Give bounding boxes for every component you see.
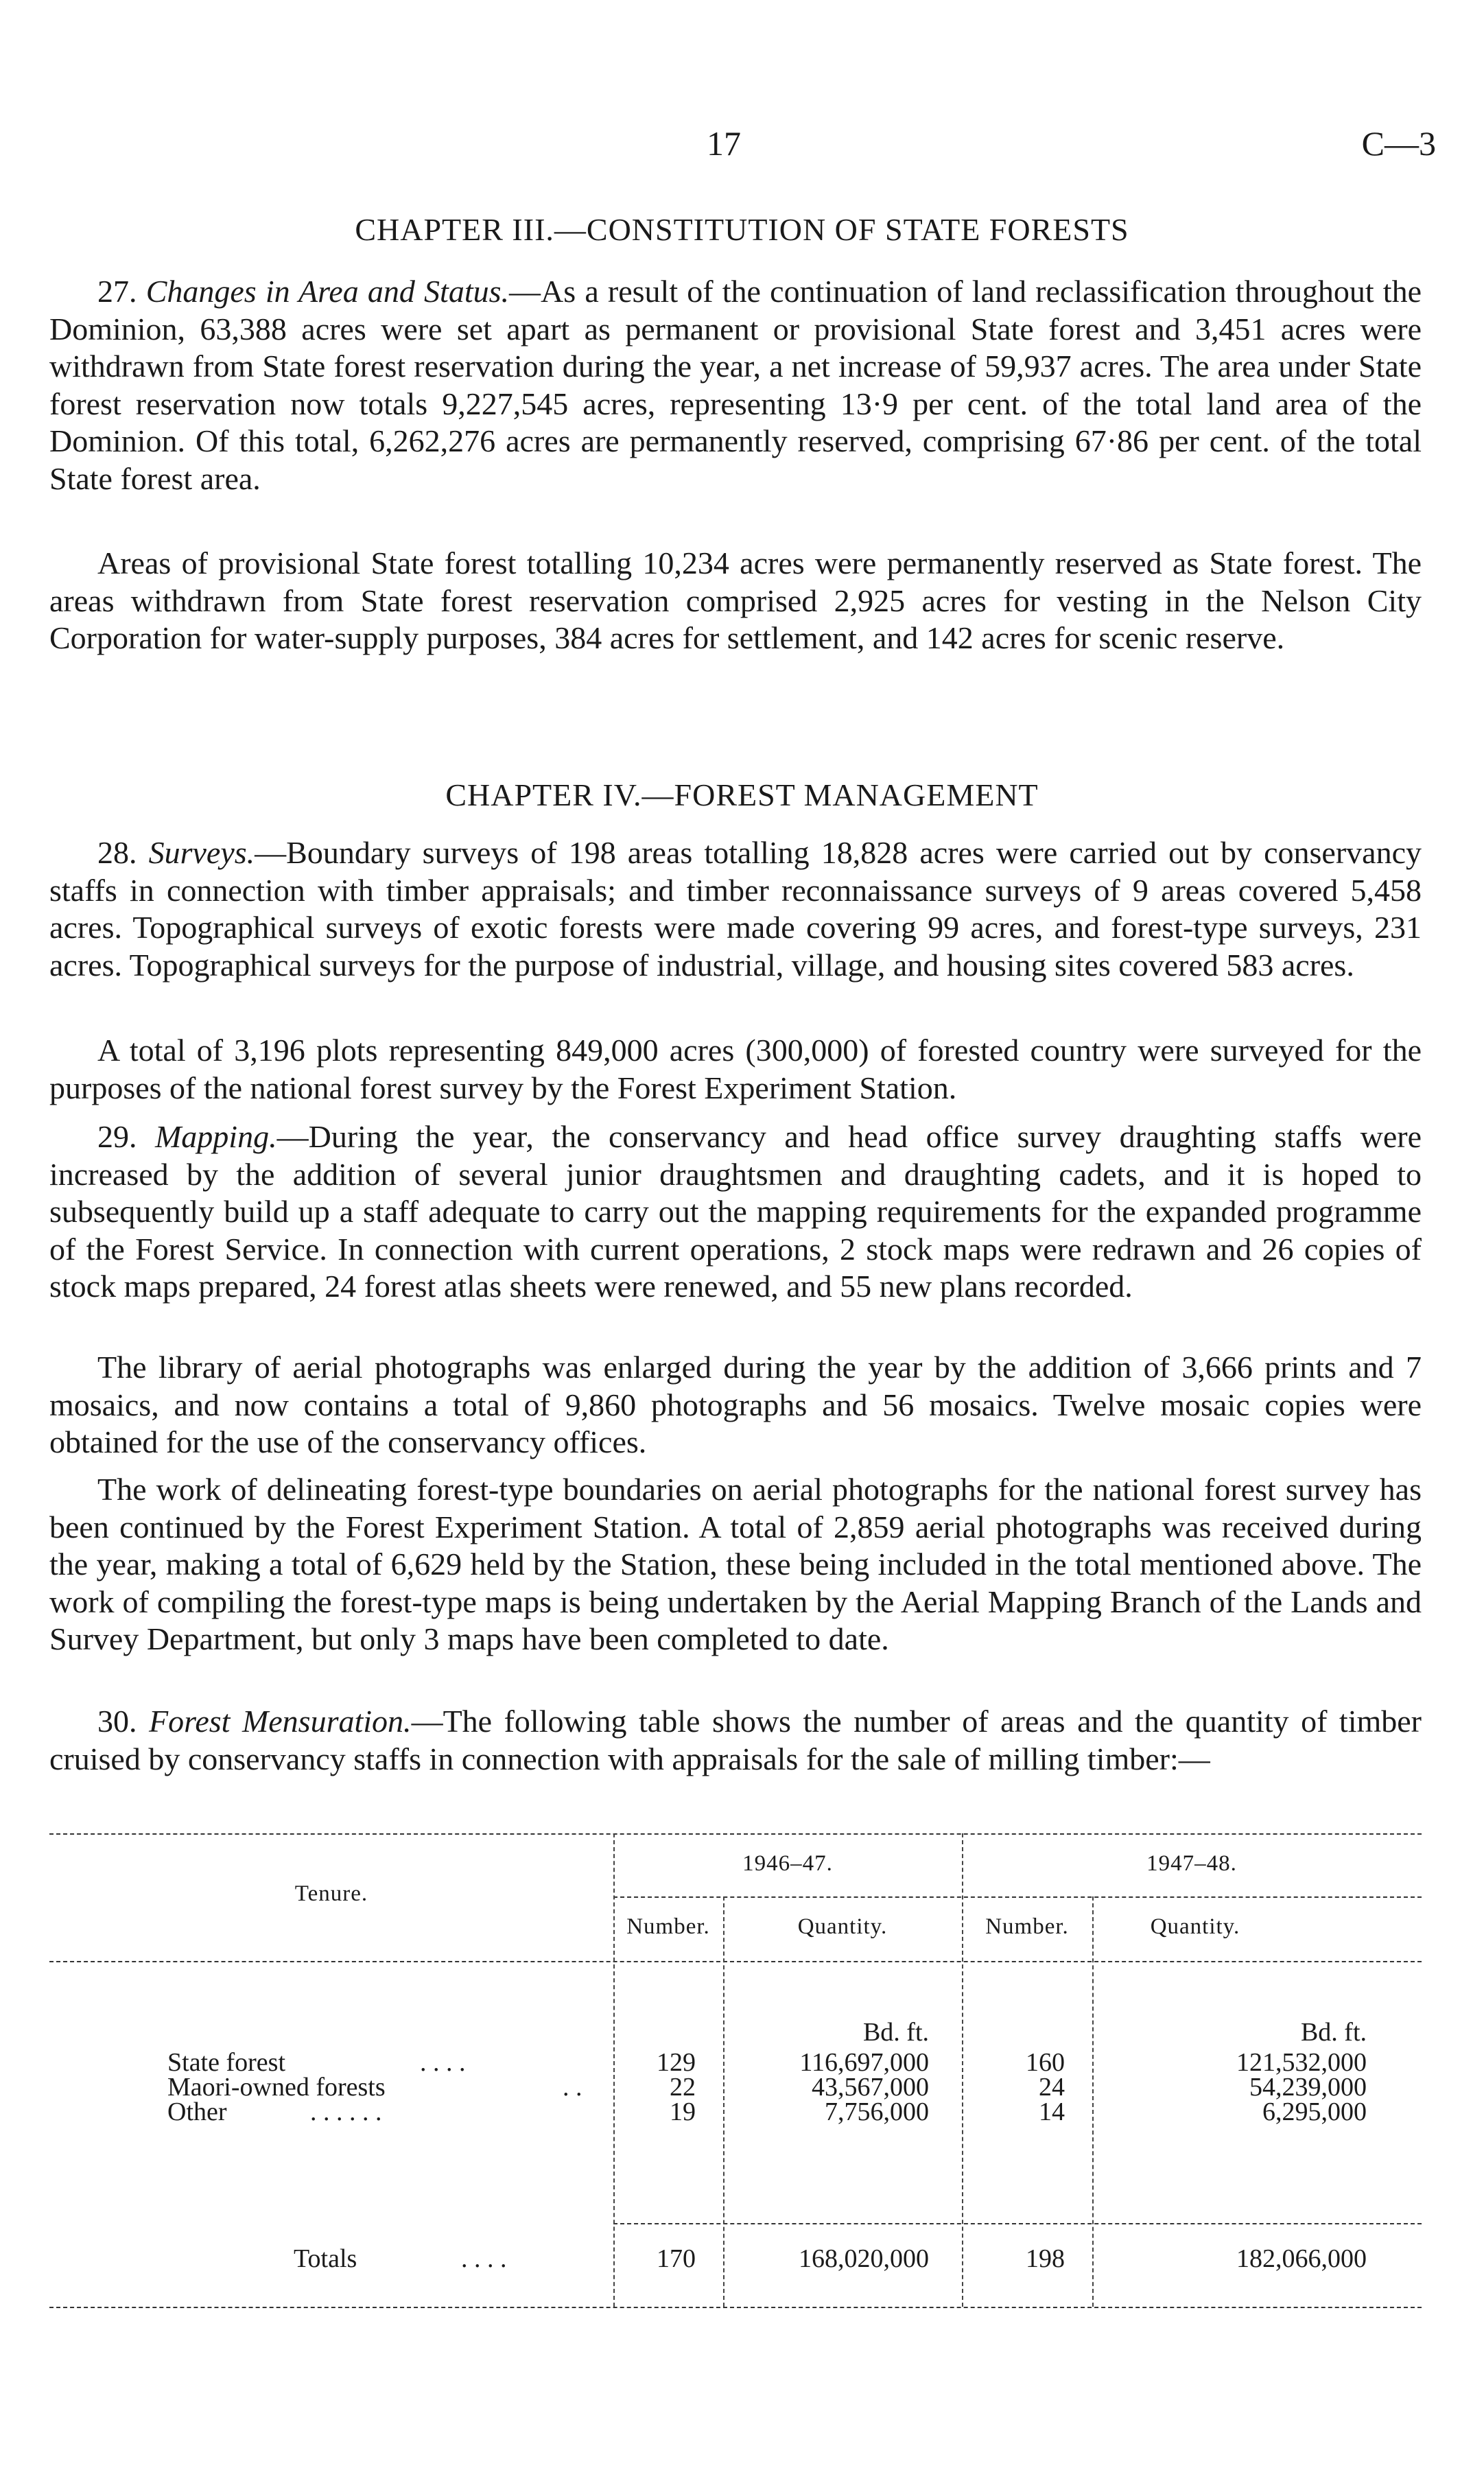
document-series: C—3 (1361, 124, 1436, 163)
number-1947: 160 (1026, 2048, 1065, 2077)
total-quantity-1946: 168,020,000 (799, 2244, 929, 2273)
year-2-header: 1947–48. (1146, 1851, 1237, 1876)
para-subject: Changes in Area and Status. (145, 274, 510, 309)
page-number: 17 (707, 124, 741, 163)
paragraph-30 (49, 1703, 1422, 1778)
leader-dots: . . . . . . (310, 2097, 382, 2126)
year-1-header: 1946–47. (742, 1851, 833, 1876)
total-quantity-1947: 182,066,000 (1236, 2244, 1367, 2273)
para-text: —Boundary surveys of 198 areas totalling 18,828 acres were carried out by conservancy staffs in connection with timber appraisals; and timber reconnaissance surveys of 9 areas covered 5,458 acres. Topographical surveys of exotic forests were made covering 99 acres, and forest-type surveys, 231 acres. Topographical surveys for the purpose of industrial, village, and housing sites covered 583 acres. (49, 835, 1422, 983)
para-subject: Forest Mensuration. (149, 1704, 412, 1739)
paragraph-29 (49, 1118, 1422, 1306)
total-number-1946: 170 (657, 2244, 696, 2273)
leader-dots: . . . . (420, 2048, 466, 2077)
quantity-1947: 54,239,000 (1249, 2073, 1367, 2102)
number-1947: 24 (1039, 2073, 1065, 2102)
quantity-1947: 121,532,000 (1236, 2048, 1367, 2077)
paragraph-27 (49, 273, 1422, 498)
totals-label: Totals (294, 2244, 357, 2273)
tenure-name: Other (167, 2097, 227, 2126)
paragraph-29-delineation: The work of delineating forest-type boundaries on aerial photographs for the national forest survey has been continued by the Forest Experiment Station. A total of 2,859 aerial photographs was received during the year, making a total of 6,629 held by the Station, these being included in the total mentioned above. The work of compiling the forest-type maps is being undertaken by the Aerial Mapping Branch of the Lands and Survey Department, but only 3 maps have been completed to date. (49, 1472, 1422, 1657)
paragraph-27-continued: Areas of provisional State forest totalling 10,234 acres were permanently reserved as State forest. The areas withdrawn from State forest reservation comprised 2,925 acres for vesting in the Nelson City Corporation for water-supply purposes, 384 acres for settlement, and 142 acres for scenic reserve. (49, 545, 1422, 656)
tenure-name: State forest (167, 2048, 286, 2077)
paragraph-29-library: The library of aerial photographs was enlarged during the year by the addition of 3,666 prints and 7 mosaics, and now contains a total of 9,860 photographs and 56 mosaics. Twelve mosaic copies were obtained for the use of the conservancy offices. (49, 1350, 1422, 1460)
chapter-3-heading: CHAPTER III.—CONSTITUTION OF STATE FORESTS (355, 212, 1129, 247)
number-1946: 129 (657, 2048, 696, 2077)
quantity-header: Quantity. (797, 1914, 888, 1939)
number-1946: 19 (670, 2097, 696, 2126)
para-number: 27. (97, 274, 137, 309)
unit-label: Bd. ft. (862, 2018, 929, 2047)
quantity-header: Quantity. (1150, 1914, 1240, 1939)
number-1946: 22 (670, 2073, 696, 2102)
leader-dots: . . . . (461, 2244, 507, 2273)
number-1947: 14 (1039, 2097, 1065, 2126)
timber-cruise-table (49, 1833, 1422, 2492)
quantity-1947: 6,295,000 (1262, 2097, 1367, 2126)
table-top-rule (49, 1833, 1422, 1835)
quantity-1946: 116,697,000 (799, 2048, 929, 2077)
paragraph-28-continued: A total of 3,196 plots representing 849,000 acres (300,000) of forested country were surveyed for the purposes of the national forest survey by the Forest Experiment Station. (49, 1033, 1422, 1105)
para-text: —During the year, the conservancy and head office survey draughting staffs were increased by the addition of several junior draughtsmen and draughting cadets, and it is hoped to subsequently build up a staff adequate to carry out the mapping requirements for the expanded programme of the Forest Service. In connection with current operations, 2 stock maps were redrawn and 26 copies of stock maps prepared, 24 forest atlas sheets were renewed, and 55 new plans recorded. (49, 1119, 1422, 1304)
table-year-rule (613, 1896, 1422, 1898)
unit-label: Bd. ft. (1300, 2018, 1367, 2047)
number-header: Number. (626, 1914, 710, 1939)
para-text: —The following table shows the number of areas and the quantity of timber cruised by conservancy staffs in connection with appraisals for the sale of milling timber:— (49, 1704, 1422, 1776)
quantity-1946: 43,567,000 (812, 2073, 929, 2102)
quantity-1946: 7,756,000 (825, 2097, 929, 2126)
paragraph-28 (49, 834, 1422, 984)
para-number: 30. (97, 1704, 137, 1739)
para-number: 28. (97, 835, 137, 870)
table-totals-rule (613, 2223, 1422, 2224)
para-subject: Surveys. (148, 835, 255, 870)
para-number: 29. (97, 1119, 137, 1154)
para-text: —As a result of the continuation of land reclassification throughout the Dominion, 63,388 acres were set apart as permanent or provisional State forest and 3,451 acres were withdrawn from State forest reservation during the year, a net increase of 59,937 acres. The area under State forest reservation now totals 9,227,545 acres, representing 13·9 per cent. of the total land area of the Dominion. Of this total, 6,262,276 acres are permanently reserved, comprising 67·86 per cent. of the total State forest area. (49, 274, 1422, 496)
tenure-header: Tenure. (294, 1881, 368, 1906)
para-subject: Mapping. (154, 1119, 277, 1154)
number-header: Number. (985, 1914, 1069, 1939)
total-number-1947: 198 (1026, 2244, 1065, 2273)
leader-dots: . . (563, 2073, 582, 2102)
page-header (0, 124, 1484, 165)
tenure-name: Maori-owned forests (167, 2073, 386, 2102)
table-bottom-rule (49, 2307, 1422, 2308)
chapter-4-heading: CHAPTER IV.—FOREST MANAGEMENT (445, 777, 1039, 812)
table-header-rule (49, 1961, 1422, 1962)
